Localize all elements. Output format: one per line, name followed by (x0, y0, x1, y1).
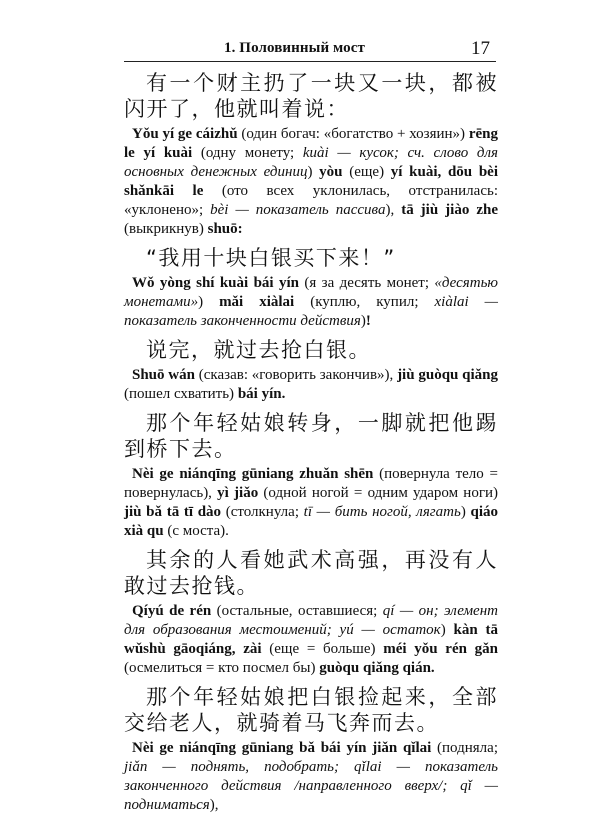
pinyin-bold: yì jiǎo (217, 485, 259, 501)
chinese-sentence: “我用十块白银买下来！” (146, 246, 396, 270)
chinese-sentence: 说完，就过去抢白银。 (146, 338, 371, 362)
gloss-text: ), (209, 797, 219, 813)
gloss-text: ) (198, 294, 220, 310)
pinyin-bold: tā jiù jiào zhe (401, 202, 498, 218)
header-rule (124, 61, 496, 62)
page-number: 17 (471, 38, 490, 59)
chinese-sentence: 那个年轻姑娘转身，一脚就把他踢到桥下去。 (124, 411, 498, 461)
gloss-italic: «десятью монетами» (124, 275, 499, 310)
chinese-sentence: 那个年轻姑娘把白银捡起来，全部交给老人，就骑着马飞奔而去。 (124, 685, 498, 735)
gloss-text: (я за десять монет; (298, 275, 435, 291)
gloss-text: (еще) (342, 164, 391, 180)
pinyin-bold: bái yín. (237, 386, 286, 402)
pinyin-bold: yí kuài, dōu bèi shǎnkāi le (124, 164, 498, 199)
gloss-italic: xiàlai — показатель законченности действия (124, 294, 499, 329)
gloss-text: (с моста). (163, 523, 229, 539)
translation-gloss (124, 465, 498, 541)
pinyin-bold: Yǒu yí ge cáizhǔ (132, 126, 238, 142)
gloss-text: (одну монету; (192, 145, 303, 161)
gloss-text: (ото всех уклонилась, отстранилась: «уклонено»; (124, 183, 498, 218)
translation-gloss (124, 602, 498, 678)
pinyin-bold: qiáo xià qu (124, 504, 498, 539)
pinyin-bold: kàn tā wǔshù gāoqiáng, zài (124, 622, 498, 657)
gloss-text: (пошел схватить) (124, 386, 238, 402)
gloss-italic: qí — он; элемент для образования местоимений; yú — остаток (124, 603, 498, 638)
gloss-text: ) (307, 164, 320, 180)
gloss-text: ) (440, 622, 454, 638)
gloss-text: (еще = больше) (261, 641, 384, 657)
pinyin-bold: méi yǒu rén gǎn (383, 641, 499, 657)
pinyin-bold: jiù bǎ tā tī dào (124, 504, 222, 520)
pinyin-bold: Nèi ge niánqīng gūniang bǎ bái yín jiǎn qǐlai (132, 740, 432, 756)
gloss-text: (выкрикнув) (124, 221, 208, 237)
pinyin-bold: ! (365, 313, 371, 329)
page-body (124, 70, 498, 821)
pinyin-bold: Qíyú de rén (132, 603, 212, 619)
gloss-text: (один богач: «богатство + хозяин») (237, 126, 469, 142)
translation-gloss (124, 366, 498, 404)
pinyin-bold: Nèi ge niánqīng gūniang zhuǎn shēn (132, 466, 374, 482)
gloss-text: (осмелиться = кто посмел бы) (124, 660, 320, 676)
pinyin-bold: guòqu qiǎng qián. (319, 660, 435, 676)
chinese-sentence: 有一个财主扔了一块又一块，都被闪开了，他就叫着说： (124, 71, 498, 121)
chinese-sentence: 其余的人看她武术高强，再没有人敢过去抢钱。 (124, 548, 498, 598)
gloss-text: (остальные, оставшиеся; (211, 603, 383, 619)
gloss-italic: kuài — кусок; сч. слово для основных денежных единиц (124, 145, 498, 180)
gloss-text: ), (385, 202, 402, 218)
gloss-italic: bèi — показатель пассива (210, 202, 386, 218)
chapter-title: 1. Половинный мост (224, 40, 365, 56)
gloss-italic: jiǎn — поднять, подобрать; qǐlai — показатель законченного действия /направленного вверх/; qǐ — подниматься (124, 759, 498, 813)
gloss-text: (повернула тело = повернулась), (124, 466, 499, 501)
gloss-text: (одной ногой = одним ударом ноги) (258, 485, 498, 501)
running-header (124, 38, 496, 62)
translation-gloss (124, 125, 498, 239)
gloss-text: ) (360, 313, 366, 329)
translation-gloss (124, 274, 498, 331)
gloss-text: (сказав: «говорить закончив»), (195, 367, 398, 383)
pinyin-bold: shuō: (207, 221, 243, 237)
pinyin-bold: mǎi xiàlai (219, 294, 295, 310)
pinyin-bold: yòu (319, 164, 343, 180)
pinyin-bold: Shuō wán (132, 367, 195, 383)
gloss-text: (куплю, купил; (294, 294, 435, 310)
translation-gloss (124, 739, 498, 815)
gloss-italic: tī — бить ногой, лягать (303, 504, 461, 520)
pinyin-bold: Wǒ yòng shí kuài bái yín (132, 275, 299, 291)
gloss-text: (столкнула; (221, 504, 304, 520)
pinyin-bold: rēng le yí kuài (124, 126, 498, 161)
gloss-text: (подняла; (431, 740, 498, 756)
pinyin-bold: jiù guòqu qiǎng (397, 367, 499, 383)
gloss-text: ) (460, 504, 471, 520)
